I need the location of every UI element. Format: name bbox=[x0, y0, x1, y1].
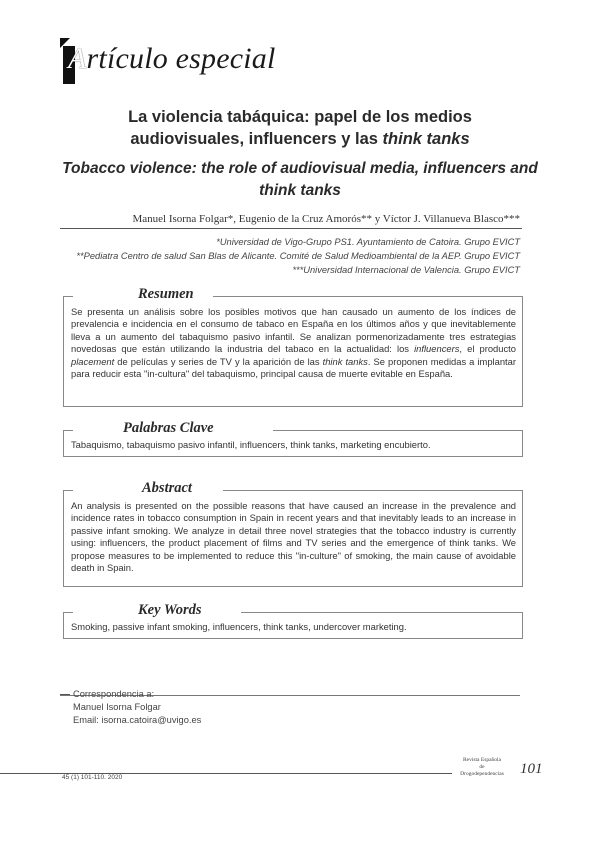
title-spanish-line2: audiovisuales, influencers y las think tanks bbox=[130, 130, 470, 148]
abstract-heading: Abstract bbox=[142, 480, 192, 496]
palabras-clave-text: Tabaquismo, tabaquismo pasivo infantil, influencers, think tanks, marketing encubierto. bbox=[71, 439, 431, 450]
abstract-box bbox=[63, 480, 523, 587]
footer-journal: Revista Española de Drogodependencias bbox=[460, 757, 504, 777]
resumen-heading: Resumen bbox=[138, 286, 194, 302]
key-words-text: Smoking, passive infant smoking, influencers, think tanks, undercover marketing. bbox=[71, 621, 407, 632]
correspondence-email: Email: isorna.catoira@uvigo.es bbox=[73, 715, 202, 725]
abstract-text: An analysis is presented on the possible reasons that have caused an increase in the prevalence and incidence rates in tobacco consumption in Spain in recent years and that inevitably leads to an increase in passive infant smoking. We analyze in detail three novel strategies that the tobacco industry is currently using: influencers, the product placement of films and TV series and the emergence of think tanks. We propose measures to be implemented to reduce this "in-culture" of smoking, the main cause of avoidable death in Spain. bbox=[71, 500, 516, 574]
resumen-box bbox=[63, 286, 523, 407]
correspondence-label: Correspondencia a: bbox=[73, 689, 155, 699]
title-english-line1: Tobacco violence: the role of audiovisual media, influencers and bbox=[62, 160, 538, 177]
page-number: 101 bbox=[520, 761, 543, 777]
title-spanish bbox=[60, 106, 540, 150]
palabras-clave-box bbox=[63, 420, 523, 457]
section-header bbox=[60, 38, 300, 86]
footer-issue: 45 (1) 101-110. 2020 bbox=[62, 774, 123, 781]
palabras-clave-heading: Palabras Clave bbox=[123, 420, 214, 436]
title-spanish-line1: La violencia tabáquica: papel de los medios bbox=[128, 108, 472, 126]
title-english bbox=[60, 158, 540, 202]
affiliation-2: **Pediatra Centro de salud San Blas de Alicante. Comité de Salud Medioambiental de la AEP. Grupo EVICT bbox=[76, 251, 520, 261]
key-words-heading: Key Words bbox=[138, 602, 202, 618]
key-words-box bbox=[63, 602, 523, 639]
affiliation-1: *Universidad de Vigo-Grupo PS1. Ayuntamiento de Catoira. Grupo EVICT bbox=[216, 237, 520, 247]
section-label: Artículo especial bbox=[68, 42, 276, 75]
title-english-line2: think tanks bbox=[259, 182, 341, 199]
resumen-text: Se presenta un análisis sobre los posibles motivos que han causado un aumento de los índices de prevalencia e incidencia en el consumo de tabaco en España en los últimos años y que inevitablemente lleva a un aumento del tabaquismo pasivo infantil. Se analizan pormenorizadamente tres estrategias novedosas que están utilizando la industria del tabaco en la actualidad: los influencers, el producto placement de películas y series de TV y la aparición de las think tanks. Se proponen medidas a implantar para reducir esta "in-cultura" del tabaquismo, principal causa de muerte evitable en España. bbox=[71, 306, 516, 380]
authors: Manuel Isorna Folgar*, Eugenio de la Cruz Amorós** y Víctor J. Villanueva Blasco*** bbox=[132, 213, 520, 225]
authors-divider bbox=[60, 228, 522, 229]
correspondence-name: Manuel Isorna Folgar bbox=[73, 702, 161, 712]
affiliation-3: ***Universidad Internacional de Valencia. Grupo EVICT bbox=[292, 265, 520, 275]
correspondence bbox=[60, 689, 202, 727]
